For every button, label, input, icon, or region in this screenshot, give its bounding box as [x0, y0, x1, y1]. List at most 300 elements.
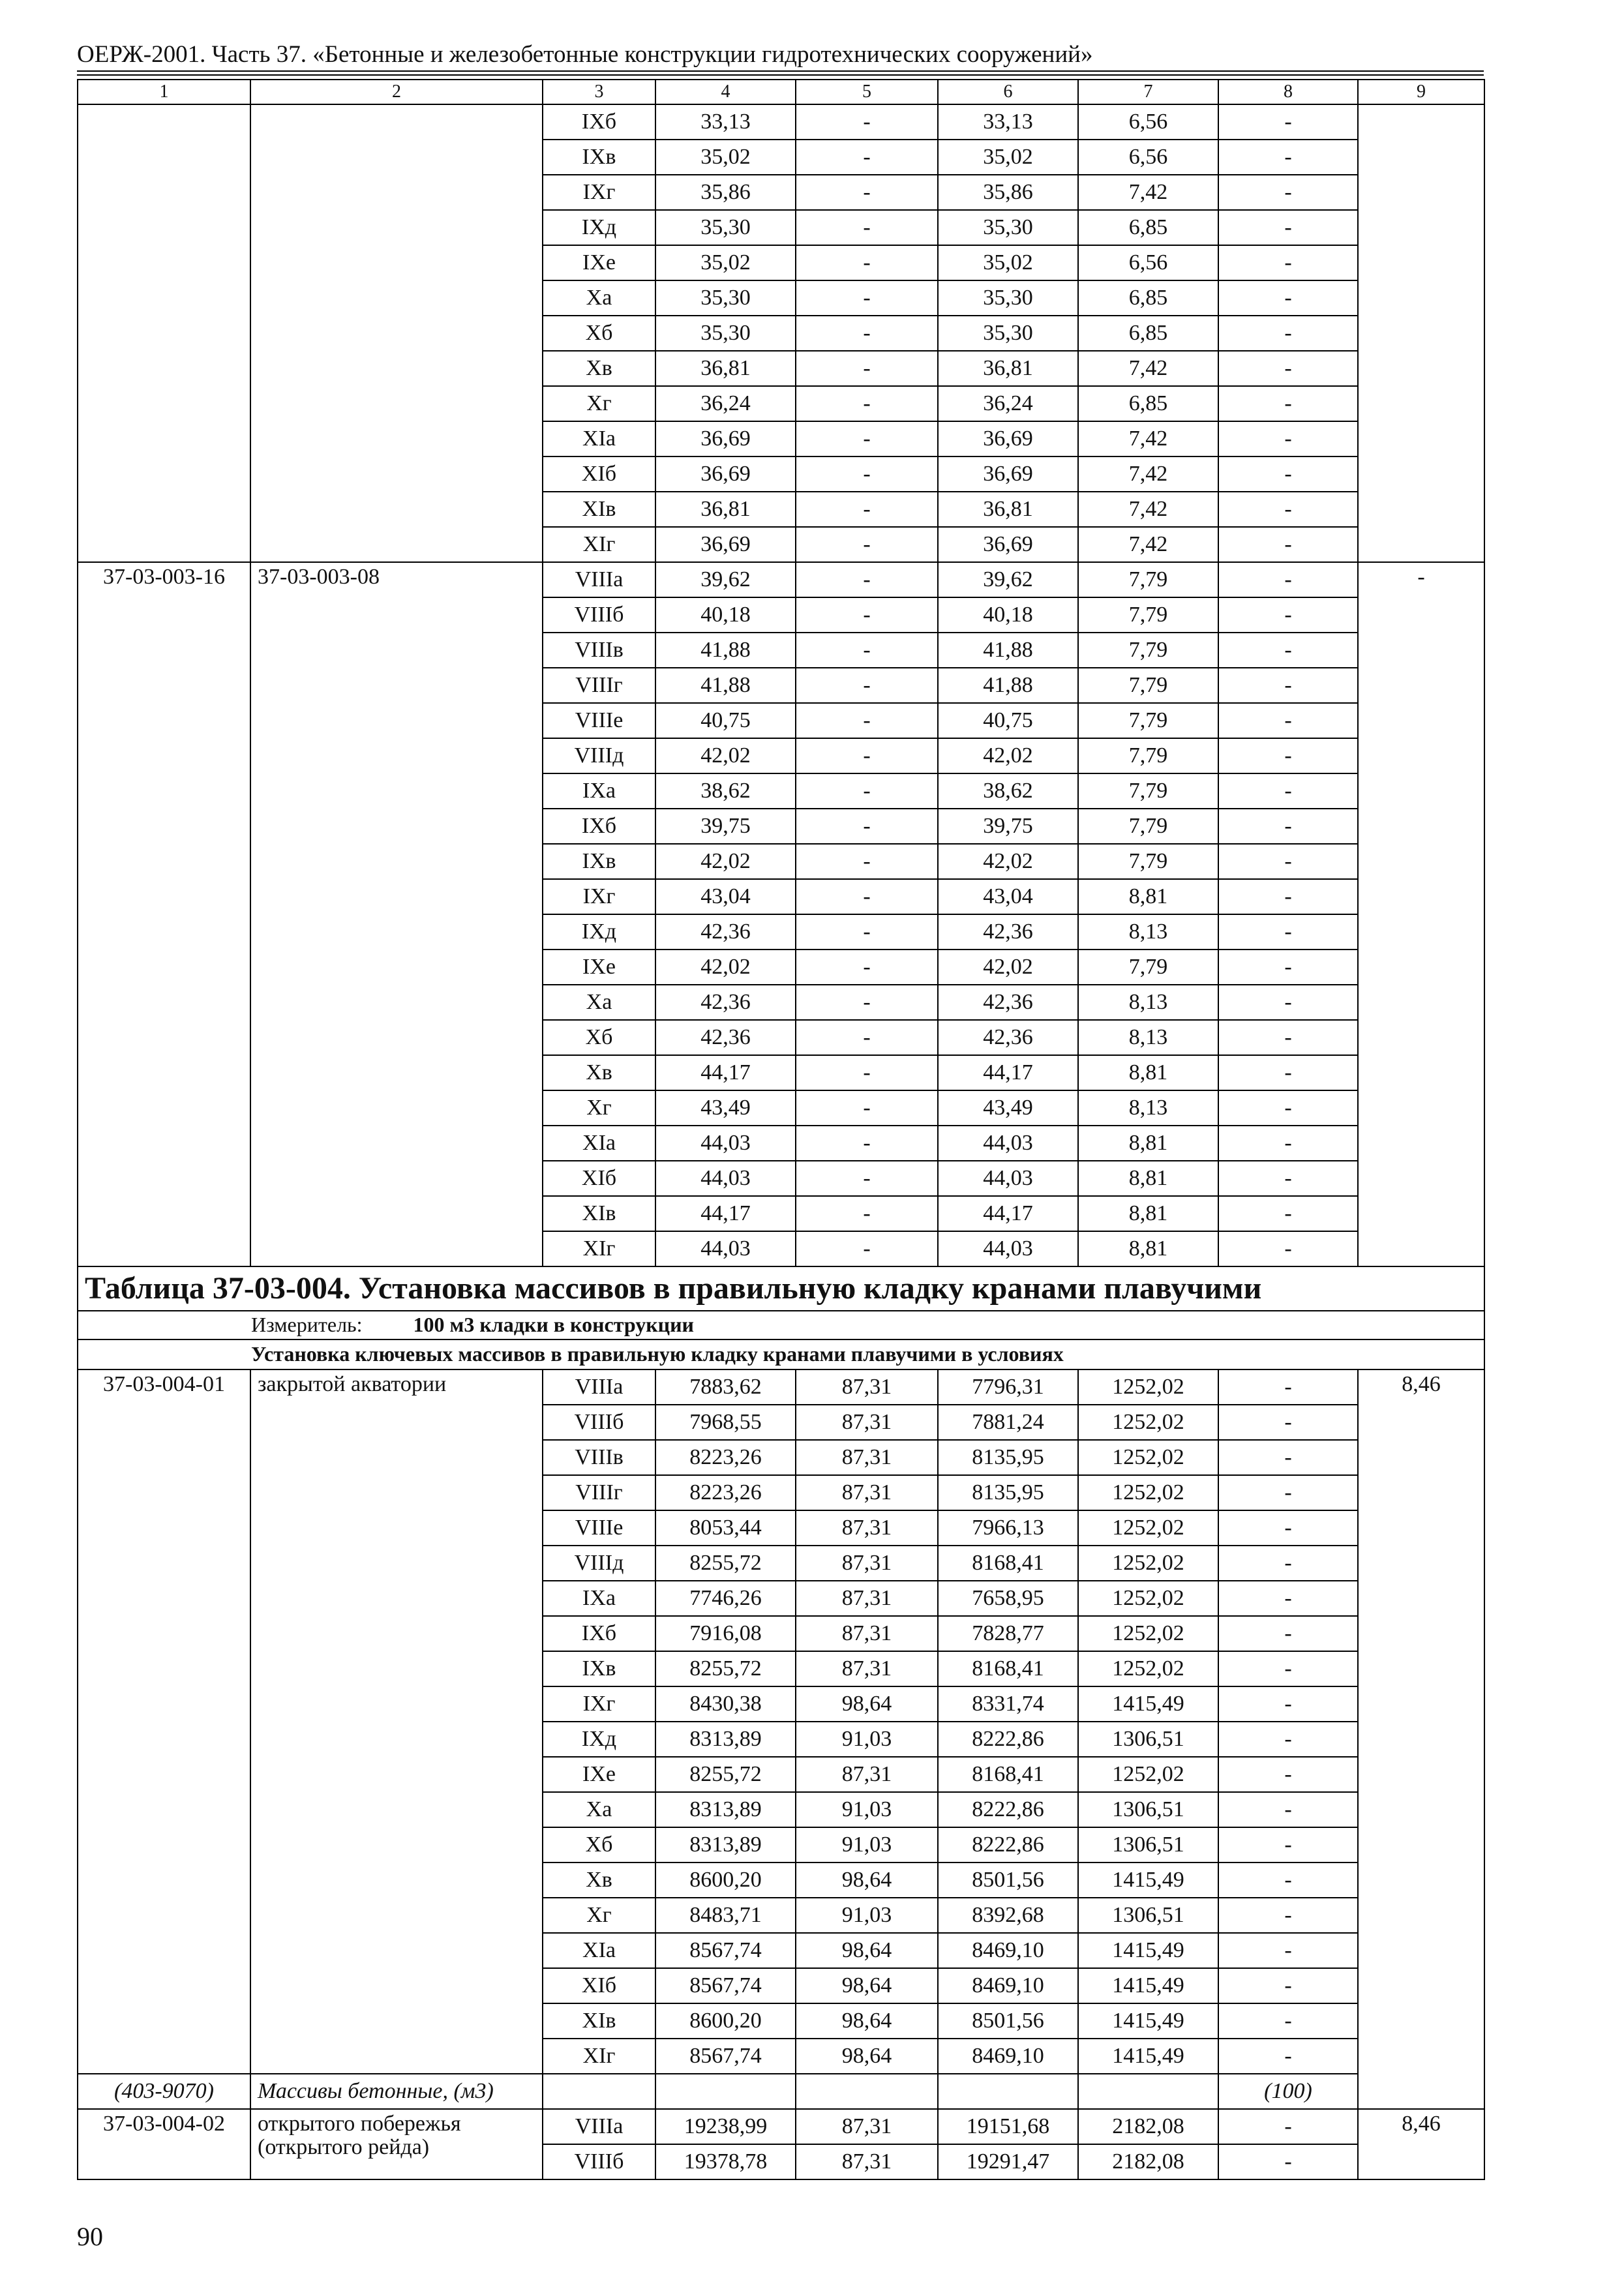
- cell-col-3: IXд: [543, 210, 655, 245]
- cell-col-6: 44,17: [938, 1055, 1078, 1090]
- cell-col-3: XIа: [543, 1126, 655, 1161]
- column-number: 2: [250, 80, 543, 104]
- cell-col-6: 8469,10: [938, 2039, 1078, 2074]
- cell-col-7: 1252,02: [1078, 1369, 1218, 1405]
- cell-col-3: VIIIе: [543, 1510, 655, 1546]
- cell-col-5: 87,31: [796, 2144, 938, 2179]
- cell-col-5: 91,03: [796, 1722, 938, 1757]
- cell-col-8: -: [1218, 633, 1358, 668]
- cell-col-3: XIа: [543, 1933, 655, 1968]
- col9-cell: [1358, 104, 1484, 562]
- cell-col-3: IXа: [543, 1581, 655, 1616]
- cell-col-7: 1252,02: [1078, 1581, 1218, 1616]
- cell-col-7: 6,56: [1078, 245, 1218, 280]
- cell-col-8: -: [1218, 1546, 1358, 1581]
- cell-col-3: IXг: [543, 175, 655, 210]
- cell-col-3: IXд: [543, 914, 655, 950]
- cell-col-5: -: [796, 597, 938, 633]
- cell-col-7: 6,85: [1078, 386, 1218, 421]
- table-title: Таблица 37-03-004. Установка массивов в правильную кладку кранами плавучими: [78, 1266, 1484, 1311]
- code-cell: [78, 104, 250, 562]
- column-number: 6: [938, 80, 1078, 104]
- cell-col-3: XIв: [543, 492, 655, 527]
- cell-col-3: VIIIа: [543, 562, 655, 597]
- cell-col-3: VIIIа: [543, 1369, 655, 1405]
- cell-col-8: -: [1218, 1792, 1358, 1827]
- cell-col-3: IXв: [543, 140, 655, 175]
- cell-col-3: VIIIа: [543, 2109, 655, 2144]
- cell-col-4: 8567,74: [655, 1933, 796, 1968]
- cell-col-5: -: [796, 245, 938, 280]
- cell-col-6: 36,69: [938, 421, 1078, 456]
- cell-col-8: -: [1218, 1020, 1358, 1055]
- cell-col-4: 8567,74: [655, 1968, 796, 2003]
- empty-cell: [655, 2074, 796, 2109]
- cell-col-6: 8135,95: [938, 1440, 1078, 1475]
- cell-col-6: 42,36: [938, 985, 1078, 1020]
- page-header: ОЕРЖ-2001. Часть 37. «Бетонные и железобетонные конструкции гидротехнических сооружений»: [77, 41, 1093, 68]
- cell-col-5: -: [796, 175, 938, 210]
- cell-col-5: -: [796, 738, 938, 773]
- cell-col-5: -: [796, 773, 938, 809]
- cell-col-7: 8,81: [1078, 1196, 1218, 1231]
- cell-col-5: 98,64: [796, 2039, 938, 2074]
- table-row: [78, 1369, 1484, 1405]
- cell-col-7: 8,13: [1078, 1020, 1218, 1055]
- cell-col-5: -: [796, 1196, 938, 1231]
- rate-code: 37-03-003-16: [78, 562, 250, 1266]
- cell-col-6: 35,30: [938, 280, 1078, 316]
- cell-col-5: 87,31: [796, 1440, 938, 1475]
- cell-col-8: -: [1218, 879, 1358, 914]
- cell-col-6: 8501,56: [938, 2003, 1078, 2039]
- column-number: 3: [543, 80, 655, 104]
- cell-col-3: XIв: [543, 2003, 655, 2039]
- cell-col-8: -: [1218, 280, 1358, 316]
- cell-col-8: -: [1218, 2039, 1358, 2074]
- cell-col-8: -: [1218, 773, 1358, 809]
- cell-col-8: -: [1218, 104, 1358, 140]
- cell-col-5: 87,31: [796, 2109, 938, 2144]
- cell-col-5: -: [796, 844, 938, 879]
- cell-col-7: 1415,49: [1078, 1968, 1218, 2003]
- cell-col-8: -: [1218, 597, 1358, 633]
- header-rule-bottom: [77, 74, 1484, 76]
- cell-col-7: 7,42: [1078, 175, 1218, 210]
- cell-col-7: 8,81: [1078, 1055, 1218, 1090]
- measure-row: [78, 1311, 1484, 1339]
- cell-col-6: 42,02: [938, 950, 1078, 985]
- cell-col-4: 42,02: [655, 738, 796, 773]
- cell-col-3: VIIIд: [543, 1546, 655, 1581]
- cell-col-4: 35,02: [655, 245, 796, 280]
- cell-col-8: -: [1218, 1827, 1358, 1863]
- cell-col-6: 39,62: [938, 562, 1078, 597]
- column-number: 9: [1358, 80, 1484, 104]
- cell-col-6: 7966,13: [938, 1510, 1078, 1546]
- cell-col-7: 7,79: [1078, 773, 1218, 809]
- cell-col-4: 8567,74: [655, 2039, 796, 2074]
- cell-col-6: 8501,56: [938, 1863, 1078, 1898]
- cell-col-3: IXе: [543, 245, 655, 280]
- table-title-row: [78, 1266, 1484, 1311]
- cell-col-4: 44,17: [655, 1196, 796, 1231]
- cell-col-8: -: [1218, 492, 1358, 527]
- cell-col-7: 7,42: [1078, 527, 1218, 562]
- cell-col-8: -: [1218, 703, 1358, 738]
- cell-col-4: 19378,78: [655, 2144, 796, 2179]
- cell-col-6: 40,75: [938, 703, 1078, 738]
- cell-col-6: 42,36: [938, 914, 1078, 950]
- cell-col-5: 87,31: [796, 1369, 938, 1405]
- cell-col-5: -: [796, 1161, 938, 1196]
- cell-col-4: 42,02: [655, 950, 796, 985]
- cell-col-3: XIг: [543, 527, 655, 562]
- cell-col-8: -: [1218, 2109, 1358, 2144]
- cell-col-5: -: [796, 1126, 938, 1161]
- cell-col-8: -: [1218, 1369, 1358, 1405]
- cell-col-7: 1252,02: [1078, 1546, 1218, 1581]
- cell-col-5: -: [796, 316, 938, 351]
- cell-col-8: -: [1218, 1722, 1358, 1757]
- cell-col-7: 7,42: [1078, 351, 1218, 386]
- cell-col-6: 8222,86: [938, 1792, 1078, 1827]
- cell-col-3: Xв: [543, 351, 655, 386]
- cell-col-4: 8255,72: [655, 1546, 796, 1581]
- cell-col-4: 7968,55: [655, 1405, 796, 1440]
- rate-reference: 37-03-003-08: [250, 562, 543, 1266]
- cell-col-7: 1415,49: [1078, 1686, 1218, 1722]
- cell-col-5: -: [796, 456, 938, 492]
- cell-col-3: Xв: [543, 1055, 655, 1090]
- cell-col-4: 8430,38: [655, 1686, 796, 1722]
- cell-col-8: -: [1218, 2144, 1358, 2179]
- cell-col-6: 42,36: [938, 1020, 1078, 1055]
- cell-col-7: 2182,08: [1078, 2144, 1218, 2179]
- cell-col-3: Xа: [543, 280, 655, 316]
- cell-col-3: VIIIв: [543, 633, 655, 668]
- cell-col-5: 98,64: [796, 1968, 938, 2003]
- cell-col-8: -: [1218, 1440, 1358, 1475]
- header-rule-top: [77, 70, 1484, 72]
- cell-col-7: 7,79: [1078, 562, 1218, 597]
- cell-col-4: 44,03: [655, 1231, 796, 1266]
- cell-col-3: XIб: [543, 456, 655, 492]
- measure-cell: [78, 1311, 1484, 1339]
- cell-col-5: -: [796, 527, 938, 562]
- column-number: 4: [655, 80, 796, 104]
- cell-col-7: 7,79: [1078, 633, 1218, 668]
- cell-col-7: 1252,02: [1078, 1651, 1218, 1686]
- cell-col-6: 40,18: [938, 597, 1078, 633]
- cell-col-3: Xг: [543, 1090, 655, 1126]
- cell-col-5: 98,64: [796, 2003, 938, 2039]
- cell-col-6: 44,17: [938, 1196, 1078, 1231]
- cell-col-3: XIг: [543, 1231, 655, 1266]
- cell-col-4: 36,69: [655, 421, 796, 456]
- cell-col-8: -: [1218, 1475, 1358, 1510]
- cell-col-7: 1252,02: [1078, 1475, 1218, 1510]
- rate-code: 37-03-004-01: [78, 1369, 250, 2074]
- cell-col-8: -: [1218, 386, 1358, 421]
- cell-col-4: 33,13: [655, 104, 796, 140]
- cell-col-6: 35,86: [938, 175, 1078, 210]
- cell-col-8: -: [1218, 1090, 1358, 1126]
- cell-col-7: 7,79: [1078, 950, 1218, 985]
- cell-col-4: 8313,89: [655, 1792, 796, 1827]
- cell-col-6: 8168,41: [938, 1546, 1078, 1581]
- cell-col-6: 35,30: [938, 316, 1078, 351]
- page-number: 90: [77, 2222, 103, 2251]
- cell-col-4: 8053,44: [655, 1510, 796, 1546]
- cell-col-8: -: [1218, 1231, 1358, 1266]
- cell-col-3: VIIIг: [543, 1475, 655, 1510]
- cell-col-8: -: [1218, 985, 1358, 1020]
- cell-col-7: 1252,02: [1078, 1616, 1218, 1651]
- empty-cell: [938, 2074, 1078, 2109]
- cell-col-8: -: [1218, 1863, 1358, 1898]
- cell-col-3: IXе: [543, 950, 655, 985]
- cell-col-7: 1252,02: [1078, 1405, 1218, 1440]
- cell-col-4: 36,69: [655, 527, 796, 562]
- cell-col-3: Xг: [543, 1898, 655, 1933]
- cell-col-6: 8135,95: [938, 1475, 1078, 1510]
- cell-col-6: 36,69: [938, 527, 1078, 562]
- cell-col-4: 40,18: [655, 597, 796, 633]
- cell-col-8: -: [1218, 351, 1358, 386]
- cell-col-6: 44,03: [938, 1126, 1078, 1161]
- cell-col-3: XIб: [543, 1161, 655, 1196]
- cell-col-7: 6,56: [1078, 104, 1218, 140]
- cell-col-4: 43,04: [655, 879, 796, 914]
- cell-col-7: 7,42: [1078, 492, 1218, 527]
- cell-col-5: 98,64: [796, 1933, 938, 1968]
- cell-col-7: 1252,02: [1078, 1510, 1218, 1546]
- cell-col-5: 91,03: [796, 1792, 938, 1827]
- cell-col-7: 8,81: [1078, 1126, 1218, 1161]
- cell-col-7: 7,79: [1078, 738, 1218, 773]
- cell-col-7: 1252,02: [1078, 1440, 1218, 1475]
- cell-col-5: 87,31: [796, 1475, 938, 1510]
- name-cell: [250, 104, 543, 562]
- cell-col-3: IXа: [543, 773, 655, 809]
- cell-col-3: VIIIв: [543, 1440, 655, 1475]
- cell-col-3: Xв: [543, 1863, 655, 1898]
- cell-col-7: 8,13: [1078, 914, 1218, 950]
- cell-col-5: -: [796, 492, 938, 527]
- cell-col-4: 44,03: [655, 1161, 796, 1196]
- cell-col-3: Xа: [543, 1792, 655, 1827]
- cell-col-6: 44,03: [938, 1161, 1078, 1196]
- empty-cell: [1078, 2074, 1218, 2109]
- cell-col-4: 8223,26: [655, 1475, 796, 1510]
- table-subtitle: Установка ключевых массивов в правильную кладку кранами плавучими в условиях: [78, 1339, 1484, 1369]
- cell-col-6: 35,02: [938, 245, 1078, 280]
- col9-value: 8,46: [1358, 2109, 1484, 2179]
- cell-col-5: -: [796, 351, 938, 386]
- cell-col-5: -: [796, 703, 938, 738]
- cell-col-4: 7746,26: [655, 1581, 796, 1616]
- column-number: 8: [1218, 80, 1358, 104]
- cell-col-8: -: [1218, 1196, 1358, 1231]
- cell-col-3: XIг: [543, 2039, 655, 2074]
- cell-col-4: 35,30: [655, 316, 796, 351]
- cell-col-4: 38,62: [655, 773, 796, 809]
- cell-col-5: -: [796, 1020, 938, 1055]
- cell-col-7: 7,79: [1078, 809, 1218, 844]
- cell-col-7: 8,13: [1078, 1090, 1218, 1126]
- col9-value: 8,46: [1358, 1369, 1484, 2109]
- cell-col-5: -: [796, 1090, 938, 1126]
- resource-code: (403-9070): [78, 2074, 250, 2109]
- cell-col-3: XIб: [543, 1968, 655, 2003]
- cell-col-7: 1306,51: [1078, 1827, 1218, 1863]
- cell-col-3: Xг: [543, 386, 655, 421]
- cell-col-7: 7,79: [1078, 597, 1218, 633]
- cell-col-6: 8168,41: [938, 1757, 1078, 1792]
- cell-col-4: 8600,20: [655, 1863, 796, 1898]
- cell-col-8: -: [1218, 809, 1358, 844]
- cell-col-6: 36,81: [938, 351, 1078, 386]
- cell-col-7: 8,81: [1078, 879, 1218, 914]
- cell-col-7: 1306,51: [1078, 1722, 1218, 1757]
- cell-col-8: -: [1218, 1126, 1358, 1161]
- cell-col-3: Xб: [543, 1827, 655, 1863]
- cell-col-8: -: [1218, 1055, 1358, 1090]
- cell-col-8: -: [1218, 1933, 1358, 1968]
- cell-col-5: -: [796, 421, 938, 456]
- cell-col-6: 8222,86: [938, 1722, 1078, 1757]
- cell-col-3: IXв: [543, 844, 655, 879]
- cell-col-3: Xа: [543, 985, 655, 1020]
- cell-col-4: 39,75: [655, 809, 796, 844]
- cell-col-6: 8469,10: [938, 1968, 1078, 2003]
- cell-col-4: 8600,20: [655, 2003, 796, 2039]
- cell-col-6: 8222,86: [938, 1827, 1078, 1863]
- cell-col-8: -: [1218, 456, 1358, 492]
- cell-col-4: 35,86: [655, 175, 796, 210]
- cell-col-7: 1252,02: [1078, 1757, 1218, 1792]
- cell-col-6: 43,49: [938, 1090, 1078, 1126]
- cell-col-6: 42,02: [938, 738, 1078, 773]
- measure-value: 100 м3 кладки в конструкции: [413, 1313, 694, 1337]
- cell-col-8: -: [1218, 316, 1358, 351]
- cell-col-5: 87,31: [796, 1546, 938, 1581]
- cell-col-7: 1415,49: [1078, 1863, 1218, 1898]
- cell-col-8: -: [1218, 1616, 1358, 1651]
- cell-col-6: 39,75: [938, 809, 1078, 844]
- cell-col-4: 36,81: [655, 492, 796, 527]
- cell-col-5: 87,31: [796, 1405, 938, 1440]
- cell-col-4: 7916,08: [655, 1616, 796, 1651]
- cell-col-8: -: [1218, 738, 1358, 773]
- cell-col-8: -: [1218, 1161, 1358, 1196]
- cell-col-4: 41,88: [655, 633, 796, 668]
- table-row: [78, 562, 1484, 597]
- cell-col-3: XIв: [543, 1196, 655, 1231]
- cell-col-4: 36,24: [655, 386, 796, 421]
- cell-col-6: 41,88: [938, 633, 1078, 668]
- empty-cell: [543, 2074, 655, 2109]
- cell-col-5: 91,03: [796, 1898, 938, 1933]
- cell-col-6: 8392,68: [938, 1898, 1078, 1933]
- cell-col-7: 1306,51: [1078, 1898, 1218, 1933]
- cell-col-4: 8223,26: [655, 1440, 796, 1475]
- cell-col-6: 19151,68: [938, 2109, 1078, 2144]
- cell-col-6: 8331,74: [938, 1686, 1078, 1722]
- cell-col-7: 1415,49: [1078, 1933, 1218, 1968]
- cell-col-7: 7,79: [1078, 668, 1218, 703]
- cell-col-3: VIIIг: [543, 668, 655, 703]
- cell-col-5: -: [796, 950, 938, 985]
- cell-col-5: -: [796, 562, 938, 597]
- cell-col-5: 87,31: [796, 1651, 938, 1686]
- cell-col-8: -: [1218, 1686, 1358, 1722]
- cell-col-4: 36,69: [655, 456, 796, 492]
- cell-col-4: 43,49: [655, 1090, 796, 1126]
- cell-col-4: 8313,89: [655, 1827, 796, 1863]
- cell-col-6: 44,03: [938, 1231, 1078, 1266]
- cell-col-6: 7881,24: [938, 1405, 1078, 1440]
- cell-col-4: 35,02: [655, 140, 796, 175]
- cell-col-3: VIIIе: [543, 703, 655, 738]
- cell-col-3: Xб: [543, 1020, 655, 1055]
- cell-col-4: 42,36: [655, 914, 796, 950]
- cell-col-5: -: [796, 809, 938, 844]
- cell-col-3: IXв: [543, 1651, 655, 1686]
- cell-col-3: IXб: [543, 809, 655, 844]
- cell-col-4: 8313,89: [655, 1722, 796, 1757]
- cell-col-5: -: [796, 104, 938, 140]
- cell-col-8: -: [1218, 210, 1358, 245]
- cell-col-5: -: [796, 1055, 938, 1090]
- table-row: [78, 104, 1484, 140]
- cell-col-4: 42,02: [655, 844, 796, 879]
- cell-col-8: -: [1218, 1651, 1358, 1686]
- cell-col-4: 42,36: [655, 1020, 796, 1055]
- column-number: 7: [1078, 80, 1218, 104]
- cell-col-5: -: [796, 140, 938, 175]
- cell-col-5: -: [796, 633, 938, 668]
- cell-col-4: 8483,71: [655, 1898, 796, 1933]
- cell-col-5: 98,64: [796, 1686, 938, 1722]
- cell-col-6: 19291,47: [938, 2144, 1078, 2179]
- empty-cell: [796, 2074, 938, 2109]
- cell-col-4: 44,17: [655, 1055, 796, 1090]
- cell-col-7: 6,85: [1078, 316, 1218, 351]
- cell-col-4: 36,81: [655, 351, 796, 386]
- cell-col-7: 6,85: [1078, 280, 1218, 316]
- cell-col-8: -: [1218, 175, 1358, 210]
- cell-col-6: 8469,10: [938, 1933, 1078, 1968]
- cell-col-8: -: [1218, 950, 1358, 985]
- cell-col-6: 33,13: [938, 104, 1078, 140]
- cell-col-3: IXг: [543, 879, 655, 914]
- cell-col-8: -: [1218, 844, 1358, 879]
- column-number: 1: [78, 80, 250, 104]
- cell-col-8: -: [1218, 1898, 1358, 1933]
- cell-col-5: 87,31: [796, 1581, 938, 1616]
- cell-col-7: 1306,51: [1078, 1792, 1218, 1827]
- cell-col-3: IXд: [543, 1722, 655, 1757]
- cell-col-6: 36,69: [938, 456, 1078, 492]
- cell-col-7: 6,56: [1078, 140, 1218, 175]
- cell-col-7: 8,81: [1078, 1161, 1218, 1196]
- cell-col-6: 36,81: [938, 492, 1078, 527]
- cell-col-3: IXе: [543, 1757, 655, 1792]
- cell-col-4: 44,03: [655, 1126, 796, 1161]
- cell-col-4: 41,88: [655, 668, 796, 703]
